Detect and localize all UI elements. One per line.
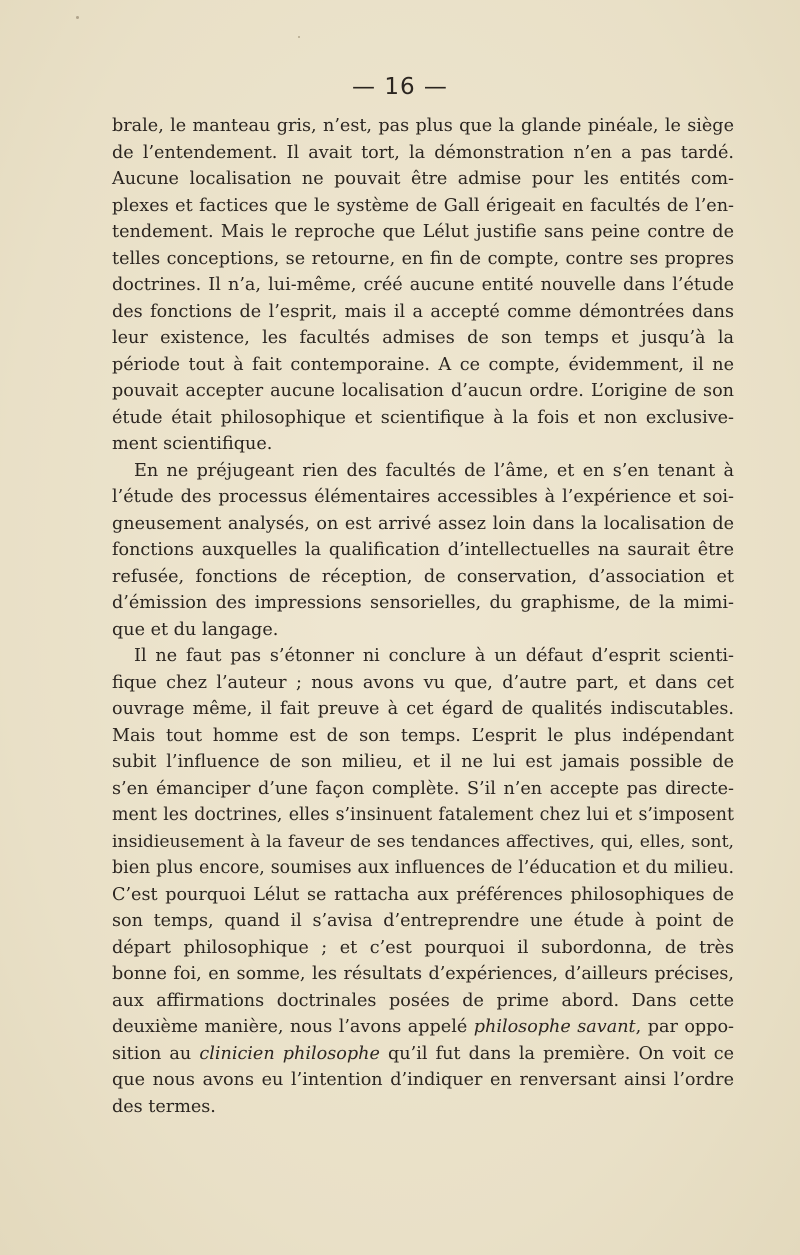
text-segment: fique chez l’auteur ; nous avons vu que, d’autre part, et dans cet [112, 672, 734, 693]
text-segment: insidieusement à la faveur de ses tendances affectives, qui, elles, sont, [112, 831, 734, 852]
text-segment: tendement. Mais le reproche que Lélut justifie sans peine contre de [112, 222, 734, 242]
text-segment: deuxième manière, nous l’avons appelé [112, 1017, 474, 1037]
text-segment: des termes. [112, 1096, 216, 1117]
text-line [112, 272, 734, 299]
text-segment: plexes et factices que le système de Gall érigeait en facultés de l’en- [112, 195, 734, 216]
text-segment: l’étude des processus élémentaires accessibles à l’expérience et soi- [112, 487, 734, 507]
text-line [112, 458, 734, 485]
text-line [112, 325, 734, 352]
text-segment: période tout à fait contemporaine. A ce compte, évidemment, il ne [112, 354, 734, 375]
text-segment: que nous avons eu l’intention d’indiquer en renversant ainsi l’ordre [112, 1070, 734, 1090]
text-line [112, 776, 734, 803]
text-line [112, 537, 734, 564]
text-segment: pouvait accepter aucune localisation d’aucun ordre. L’origine de son [112, 381, 734, 401]
text-line [112, 140, 734, 167]
text-line [112, 484, 734, 511]
text-line [112, 617, 734, 644]
text-segment: refusée, fonctions de réception, de conservation, d’association et [112, 566, 734, 587]
text-line [112, 696, 734, 723]
text-line [112, 670, 734, 697]
text-line [112, 299, 734, 326]
text-line [112, 749, 734, 776]
text-segment: ment les doctrines, elles s’insinuent fatalement chez lui et s’imposent [112, 805, 734, 825]
text-segment: C’est pourquoi Lélut se rattacha aux préférences philosophiques de [112, 884, 734, 905]
text-segment: ment scientifique. [112, 434, 273, 454]
text-segment: qu’il fut dans la première. On voit ce [379, 1043, 734, 1064]
text-segment: d’émission des impressions sensorielles, du graphisme, de la mimi- [112, 593, 734, 613]
text-line [112, 113, 734, 140]
text-segment: étude était philosophique et scientifique à la fois et non exclusive- [112, 407, 734, 428]
text-line [112, 802, 734, 829]
text-segment: Mais tout homme est de son temps. L’esprit le plus indépendant [112, 725, 734, 746]
text-line [112, 246, 734, 273]
text-segment: leur existence, les facultés admises de son temps et jusqu’à la [112, 328, 734, 348]
text-line [112, 829, 734, 856]
text-line [112, 1094, 734, 1121]
text-segment: gneusement analysés, on est arrivé assez loin dans la localisation de [112, 513, 734, 534]
text-segment: son temps, quand il s’avisa d’entreprendre une étude à point de [112, 911, 734, 931]
italic-term: clinicien philosophe [199, 1043, 380, 1064]
text-segment: fonctions auxquelles la qualification d’intellectuelles na saurait être [112, 540, 734, 560]
text-line [112, 1041, 734, 1068]
text-line [112, 1067, 734, 1094]
text-segment: que et du langage. [112, 619, 279, 640]
text-line [112, 378, 734, 405]
text-segment: de l’entendement. Il avait tort, la démonstration n’en a pas tardé. [112, 142, 734, 163]
text-line [112, 219, 734, 246]
text-line [112, 935, 734, 962]
text-line [112, 511, 734, 538]
text-segment: bien plus encore, soumises aux influences de l’éducation et du milieu. [112, 858, 734, 878]
text-segment: , par oppo- [635, 1017, 734, 1037]
text-line [112, 166, 734, 193]
text-segment: départ philosophique ; et c’est pourquoi il subordonna, de très [112, 937, 734, 958]
text-line [112, 855, 734, 882]
text-line [112, 961, 734, 988]
text-segment: Aucune localisation ne pouvait être admise pour les entités com- [112, 169, 734, 189]
text-segment: sition au [112, 1043, 200, 1064]
text-line [112, 1014, 734, 1041]
text-segment: brale, le manteau gris, n’est, pas plus que la glande pinéale, le siège [112, 116, 734, 136]
text-line [112, 431, 734, 458]
text-segment: ouvrage même, il fait preuve à cet égard de qualités indiscutables. [112, 699, 734, 719]
text-segment: subit l’influence de son milieu, et il ne lui est jamais possible de [112, 752, 734, 772]
text-line [112, 908, 734, 935]
text-line [112, 193, 734, 220]
text-line [112, 882, 734, 909]
text-segment: aux affirmations doctrinales posées de prime abord. Dans cette [112, 990, 734, 1011]
text-segment: Il ne faut pas s’étonner ni conclure à un défaut d’esprit scienti- [134, 646, 734, 666]
text-segment: bonne foi, en somme, les résultats d’expériences, d’ailleurs précises, [112, 964, 734, 984]
text-line [112, 564, 734, 591]
text-segment: telles conceptions, se retourne, en fin de compte, contre ses propres [112, 248, 734, 269]
body-text [112, 113, 734, 1120]
text-line [112, 590, 734, 617]
italic-term: philosophe savant [473, 1017, 636, 1037]
text-segment: s’en émanciper d’une façon complète. S’il n’en accepte pas directe- [112, 778, 734, 799]
text-segment: En ne préjugeant rien des facultés de l’âme, et en s’en tenant à [134, 460, 734, 481]
text-line [112, 352, 734, 379]
paper-speck [298, 36, 300, 38]
text-segment: doctrines. Il n’a, lui-même, créé aucune entité nouvelle dans l’étude [112, 275, 734, 295]
text-line [112, 723, 734, 750]
text-line [112, 643, 734, 670]
page-number: — 16 — [352, 74, 448, 100]
text-segment: des fonctions de l’esprit, mais il a accepté comme démontrées dans [112, 301, 734, 322]
paper-speck [76, 16, 79, 19]
text-line [112, 405, 734, 432]
text-line [112, 988, 734, 1015]
